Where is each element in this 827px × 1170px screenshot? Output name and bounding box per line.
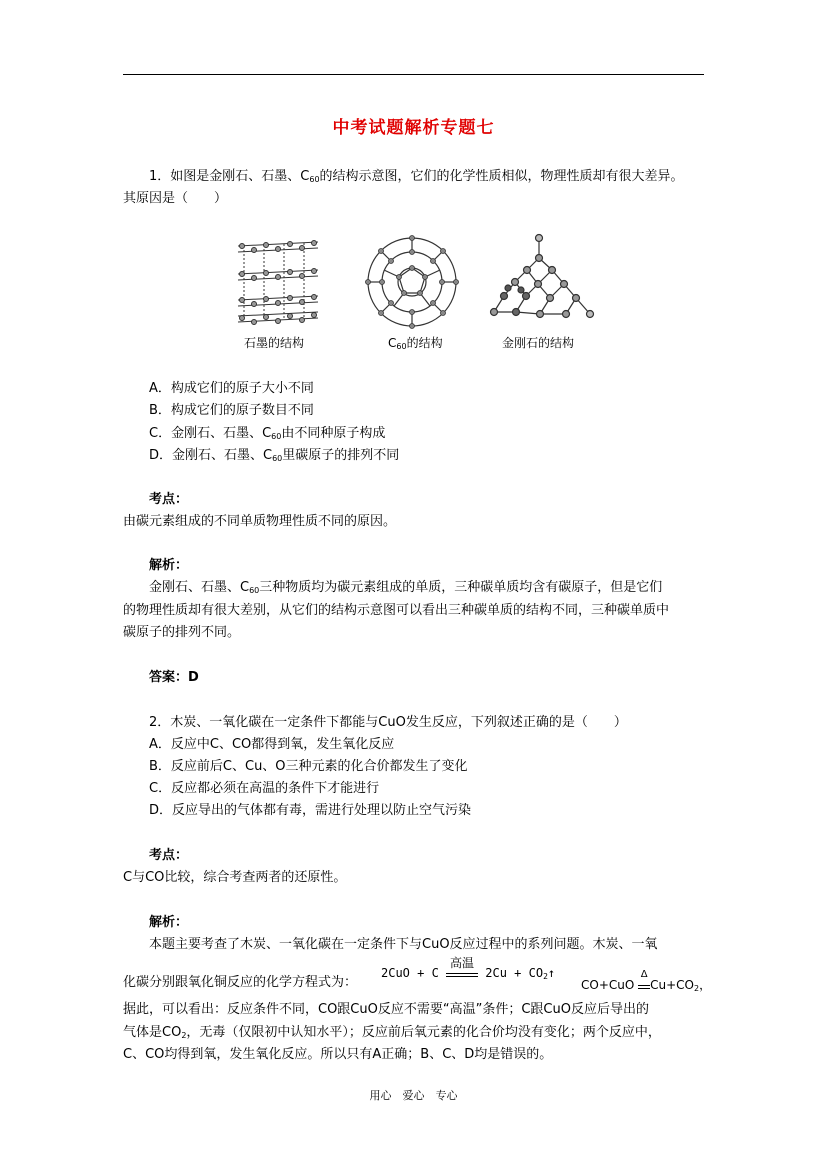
q1-jiexi-label: 解析： — [149, 558, 189, 573]
eq2-left: CO+CuO — [581, 978, 635, 992]
eq2-arrow — [638, 969, 650, 989]
eq2-right: Cu+CO — [650, 978, 695, 992]
caption-c60 — [388, 334, 443, 351]
eq2-comma: ， — [699, 978, 712, 992]
equation-co-cuo — [581, 969, 712, 993]
q2-jiexi-line2: 化碳分别跟氧化铜反应的化学方程式为： — [123, 975, 358, 990]
q2-kaodian-text: C与CO比较，综合考查两者的还原性。 — [123, 870, 347, 885]
q2-jiexi-sub: 2 — [181, 1031, 187, 1040]
diamond-structure-icon — [491, 235, 594, 318]
q2-kaodian-label: 考点： — [149, 848, 189, 863]
eq1-right: 2Cu + CO — [485, 966, 544, 980]
page-title: 中考试题解析专题七 — [332, 118, 495, 138]
q2-stem: 2．木炭、一氧化碳在一定条件下都能与CuO发生反应，下列叙述正确的是（ ） — [149, 715, 627, 730]
q2-jiexi-line3: 据此，可以看出：反应条件不同，CO跟CuO反应不需要“高温”条件；C跟CuO反应后导出的 — [123, 1002, 649, 1017]
q1-option-a: A．构成它们的原子大小不同 — [149, 381, 314, 396]
q1-option-d-a: D．金刚石、石墨、C — [149, 448, 273, 463]
q2-jiexi-line1: 本题主要考查了木炭、一氧化碳在一定条件下与CuO反应过程中的系列问题。木炭、一氧 — [149, 937, 658, 952]
q1-answer-text: 答案：D — [149, 670, 199, 685]
eq1-sub: 2 — [543, 972, 548, 981]
caption-c60-a: C — [388, 336, 397, 350]
graphite-structure-icon — [238, 241, 318, 325]
q1-jiexi-line3: 碳原子的排列不同。 — [123, 625, 241, 640]
q1-jiexi-1b: 三种物质均为碳元素组成的单质，三种碳单质均含有碳原子，但是它们 — [259, 580, 663, 595]
eq1-condition: 高温 — [450, 956, 475, 970]
q2-option-c: C．反应都必须在高温的条件下才能进行 — [149, 781, 380, 796]
q2-option-a: A．反应中C、CO都得到氧，发生氧化反应 — [149, 737, 395, 752]
q1-option-d-b: 里碳原子的排列不同 — [282, 448, 400, 463]
eq2-condition: Δ — [640, 969, 648, 980]
caption-c60-b: 的结构 — [406, 336, 443, 350]
caption-diamond: 金刚石的结构 — [502, 336, 575, 350]
q2-jiexi-4b: ，无毒（仅限初中认知水平）；反应前后氧元素的化合价均没有变化；两个反应中， — [186, 1025, 661, 1040]
q1-kaodian-text: 由碳元素组成的不同单质物理性质不同的原因。 — [123, 514, 397, 529]
eq2-sub: 2 — [694, 984, 700, 993]
q1-answer — [149, 667, 739, 689]
q1-option-c-sub: 60 — [271, 432, 282, 441]
q1-jiexi-line2: 的物理性质却有很大差别，从它们的结构示意图可以看出三种碳单质的结构不同，三种碳单质中 — [123, 603, 670, 618]
q1-option-c-a: C．金刚石、石墨、C — [149, 426, 272, 441]
q2-jiexi-4a: 气体是CO — [123, 1025, 182, 1040]
eq1-left: 2CuO + C — [381, 966, 439, 980]
q1-jiexi-1a: 金刚石、石墨、C — [149, 580, 250, 595]
caption-subscript-60: 60 — [396, 342, 407, 351]
q1-stem-line2: 其原因是（ ） — [123, 191, 228, 206]
q1-option-d — [149, 445, 739, 470]
q1-option-d-sub: 60 — [272, 454, 283, 463]
q2-option-d: D．反应导出的气体都有毒，需进行处理以防止空气污染 — [149, 803, 472, 818]
q1-jiexi-sub: 60 — [249, 586, 260, 595]
q1-option-c-b: 由不同种原子构成 — [281, 426, 386, 441]
page-footer: 用心 爱心 专心 — [369, 1089, 458, 1102]
subscript-60: 60 — [309, 175, 320, 184]
q1-kaodian-label: 考点： — [149, 492, 189, 507]
q2-jiexi-line5: C、CO均得到氧，发生氧化反应。所以只有A正确；B、C、D均是错误的。 — [123, 1047, 553, 1062]
q2-jiexi-label: 解析： — [149, 915, 189, 930]
q1-jiexi-line1 — [149, 577, 739, 602]
equation-c-cuo — [381, 956, 556, 981]
c60-structure-icon — [366, 236, 459, 329]
caption-graphite: 石墨的结构 — [244, 336, 305, 350]
q1-stem-text-b: 的结构示意图，它们的化学性质相似，物理性质却有很大差异。 — [319, 169, 684, 184]
q1-option-b: B．构成它们的原子数目不同 — [149, 403, 314, 418]
q1-stem-text-a: 1．如图是金刚石、石墨、C — [149, 169, 310, 184]
header-rule — [123, 74, 704, 75]
eq1-arrow — [446, 956, 478, 977]
gas-arrow-icon: ↑ — [547, 966, 556, 980]
q2-option-b: B．反应前后C、Cu、O三种元素的化合价都发生了变化 — [149, 759, 468, 774]
